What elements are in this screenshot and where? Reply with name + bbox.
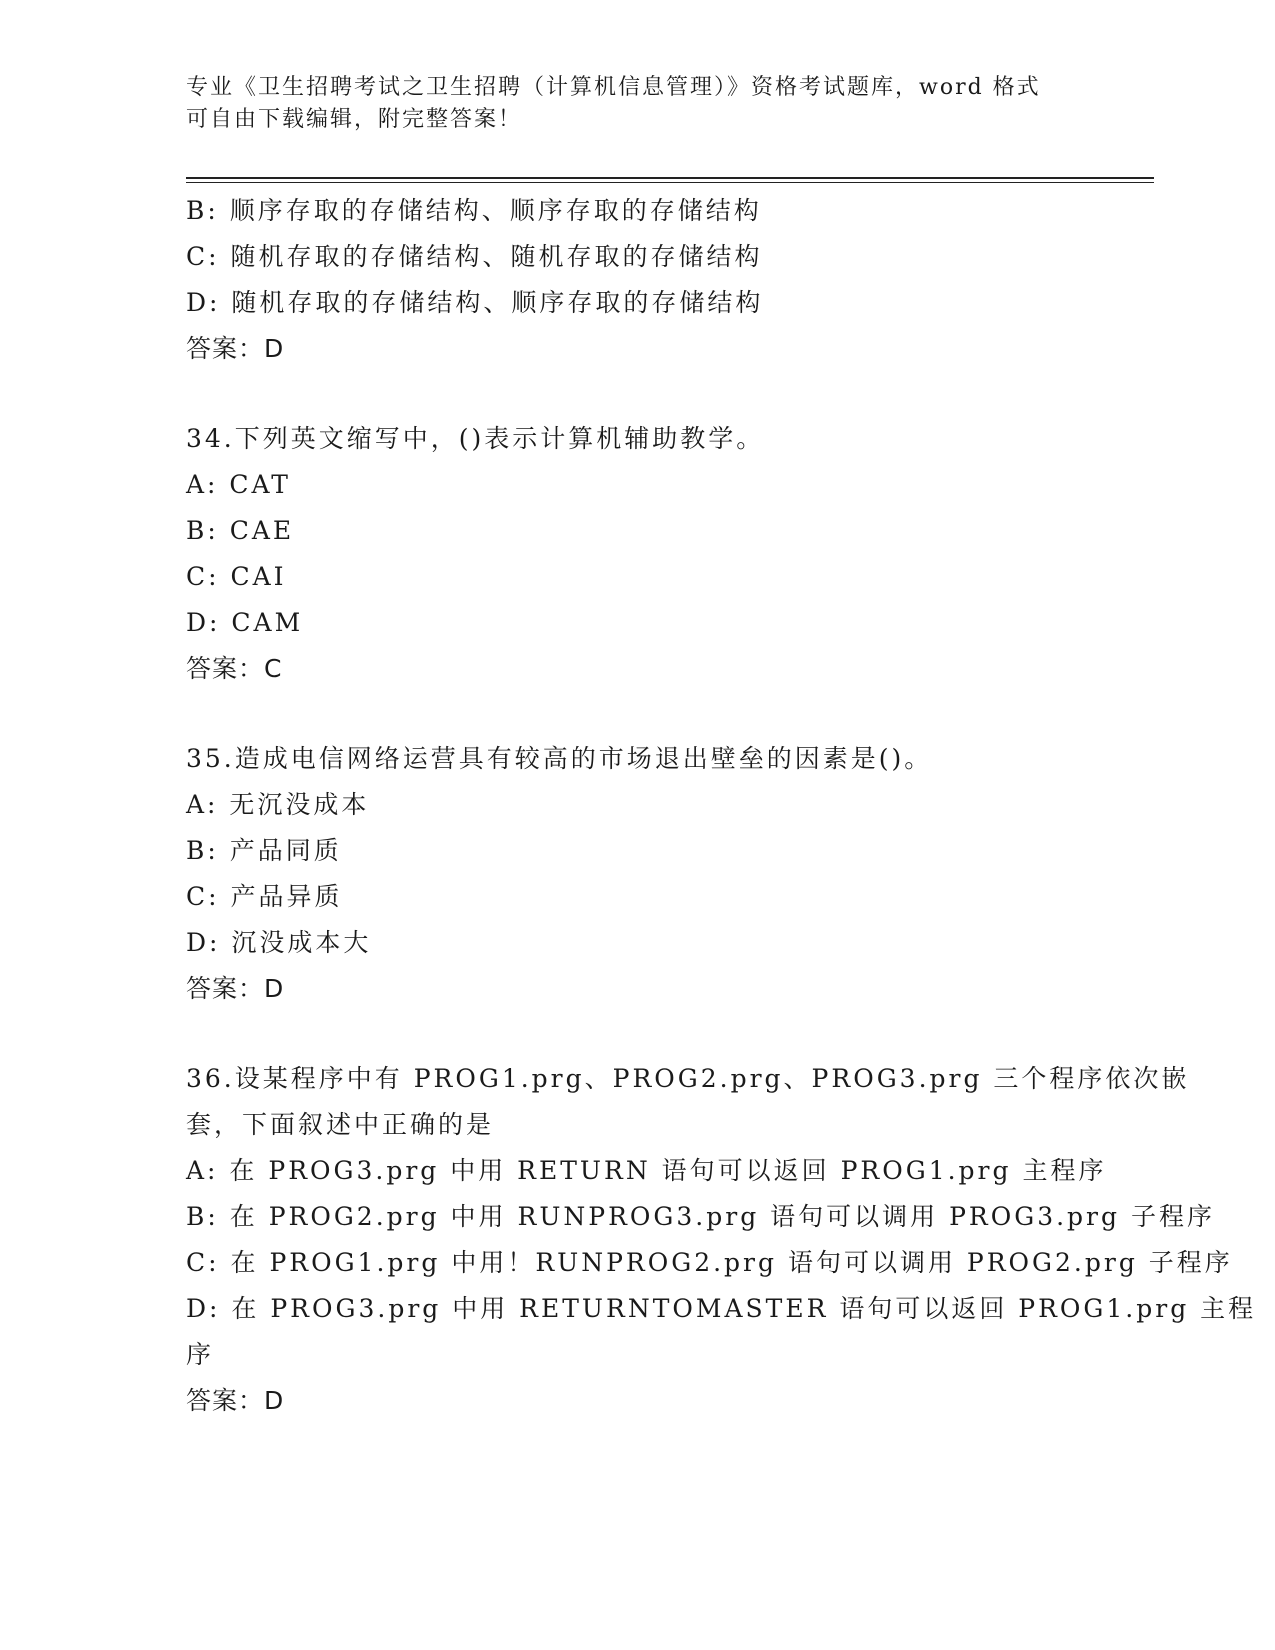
option-c: C: 在 PROG1.prg 中用！RUNPROG2.prg 语句可以调用 PROG2.prg 子程序 [186, 1248, 1233, 1277]
option-a: A: CAT [186, 470, 291, 499]
option-d: D: 随机存取的存储结构、顺序存取的存储结构 [186, 288, 764, 317]
header-title-line-1: 专业《卫生招聘考试之卫生招聘（计算机信息管理）》资格考试题库，word 格式 [186, 75, 1041, 100]
question-34 [186, 416, 1086, 692]
spacer [186, 1012, 1086, 1056]
option-c: C: 随机存取的存储结构、随机存取的存储结构 [186, 242, 763, 271]
option-d: D: CAM [186, 608, 304, 637]
option-d: D: 沉没成本大 [186, 928, 372, 957]
question-list [186, 188, 1257, 1424]
header-title-line-2: 可自由下载编辑，附完整答案！ [186, 107, 523, 132]
option-b: B: 在 PROG2.prg 中用 RUNPROG3.prg 语句可以调用 PROG3.prg 子程序 [186, 1202, 1215, 1231]
header-rule-thin [186, 182, 1154, 183]
option-d-line-2: 序 [186, 1340, 215, 1369]
question-text: 34.下列英文缩写中，()表示计算机辅助教学。 [186, 424, 765, 453]
option-c: C: 产品异质 [186, 882, 343, 911]
header-rule-thick [186, 177, 1154, 179]
question-33 [186, 188, 1086, 372]
spacer [186, 372, 1086, 416]
option-a: A: 在 PROG3.prg 中用 RETURN 语句可以返回 PROG1.prg 主程序 [186, 1156, 1107, 1185]
answer: 答案：D [186, 974, 285, 1003]
option-b: B: CAE [186, 516, 295, 545]
answer: 答案：C [186, 654, 283, 683]
option-d-line-1: D: 在 PROG3.prg 中用 RETURNTOMASTER 语句可以返回 PROG1.prg 主程 [186, 1294, 1257, 1323]
option-b: B: 顺序存取的存储结构、顺序存取的存储结构 [186, 196, 762, 225]
question-text: 35.造成电信网络运营具有较高的市场退出壁垒的因素是()。 [186, 744, 933, 773]
question-36 [186, 1056, 1257, 1424]
document-header [186, 72, 1086, 136]
option-a: A: 无沉没成本 [186, 790, 370, 819]
option-b: B: 产品同质 [186, 836, 342, 865]
option-c: C: CAI [186, 562, 287, 591]
spacer [186, 692, 1086, 736]
answer: 答案：D [186, 334, 285, 363]
question-text-line-1: 36.设某程序中有 PROG1.prg、PROG2.prg、PROG3.prg 三个程序依次嵌 [186, 1064, 1190, 1093]
question-35 [186, 736, 1086, 1012]
answer: 答案：D [186, 1386, 285, 1415]
question-text-line-2: 套，下面叙述中正确的是 [186, 1110, 495, 1139]
